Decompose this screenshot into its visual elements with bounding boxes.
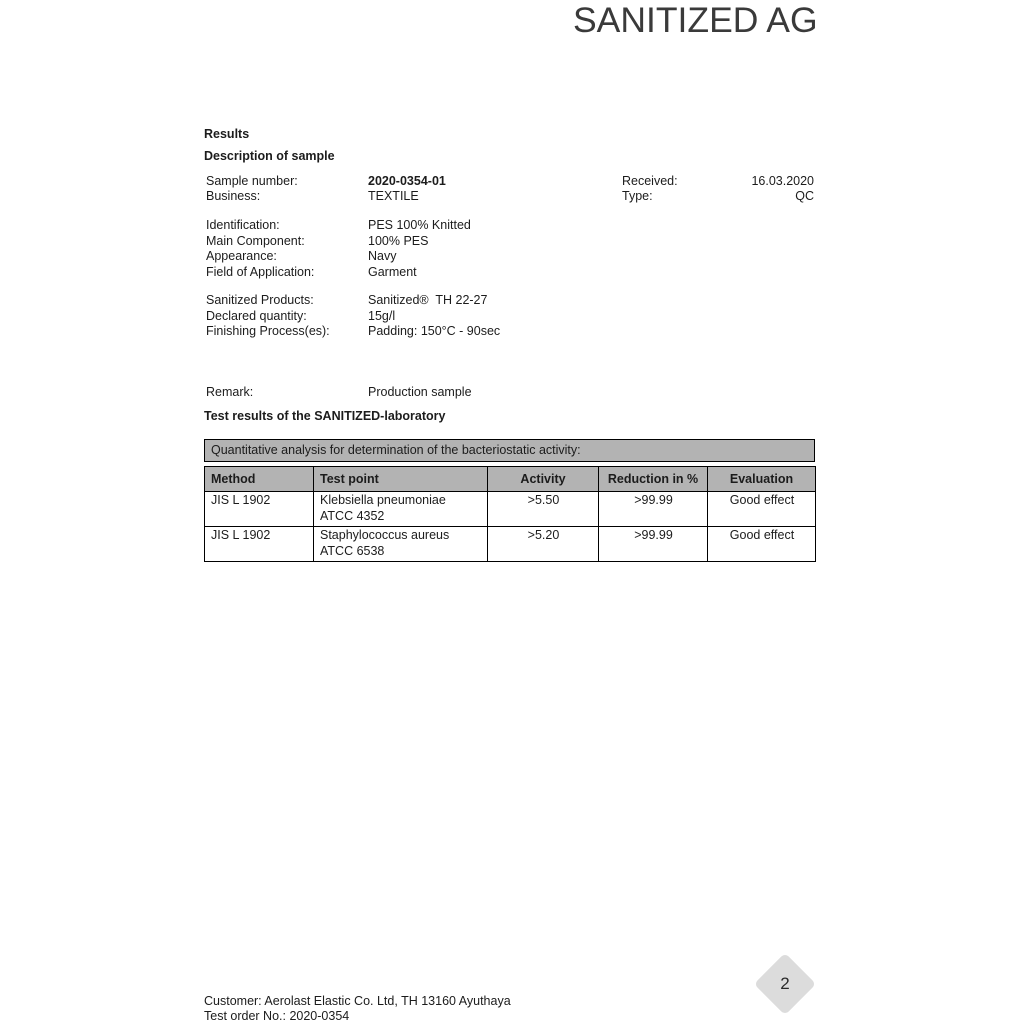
evaluation-cell: Good effect — [708, 527, 816, 562]
table-row — [205, 492, 816, 527]
remark-value: Production sample — [368, 385, 472, 399]
results-heading: Results — [204, 127, 250, 141]
col-header-evaluation: Evaluation — [708, 467, 816, 492]
organism-name: Klebsiella pneumoniae — [320, 493, 446, 507]
main-component-row — [0, 234, 1024, 250]
field-of-application-value: Garment — [368, 264, 417, 279]
type-label: Type: — [622, 189, 653, 203]
field-of-application-row — [0, 265, 1024, 281]
test-results-heading: Test results of the SANITIZED-laboratory — [204, 409, 446, 423]
test-point-cell — [314, 527, 488, 562]
main-component-label: Main Component: — [206, 233, 305, 248]
col-header-reduction: Reduction in % — [599, 467, 708, 492]
description-of-sample-heading: Description of sample — [204, 149, 335, 163]
test-point-cell — [314, 492, 488, 527]
identification-value: PES 100% Knitted — [368, 218, 471, 232]
identification-label: Identification: — [206, 218, 280, 232]
reduction-cell: >99.99 — [599, 527, 708, 562]
col-header-activity: Activity — [488, 467, 599, 492]
method-cell: JIS L 1902 — [205, 527, 314, 562]
method-cell: JIS L 1902 — [205, 492, 314, 527]
declared-quantity-value: 15g/l — [368, 308, 396, 323]
received-label: Received: — [622, 173, 678, 188]
strain-id: ATCC 4352 — [320, 508, 385, 523]
type-value: QC — [795, 189, 814, 203]
remark-label: Remark: — [206, 385, 254, 399]
appearance-row — [0, 249, 1024, 265]
business-label: Business: — [206, 189, 261, 203]
organism-name: Staphylococcus aureus — [320, 528, 450, 542]
main-component-value: 100% PES — [368, 233, 429, 248]
identification-row — [0, 218, 1024, 234]
reduction-cell: >99.99 — [599, 492, 708, 527]
sanitized-products-value: Sanitized® TH 22-27 — [368, 293, 488, 307]
company-title: SANITIZED AG — [573, 0, 818, 40]
declared-quantity-label: Declared quantity: — [206, 308, 307, 323]
sample-number-value: 2020-0354-01 — [368, 173, 446, 188]
finishing-process-label: Finishing Process(es): — [206, 324, 330, 338]
business-value: TEXTILE — [368, 189, 419, 203]
results-table — [204, 466, 816, 562]
sample-number-row — [0, 174, 1024, 190]
strain-id: ATCC 6538 — [320, 543, 385, 558]
footer-test-order: Test order No.: 2020-0354 — [204, 1008, 350, 1023]
finishing-process-row — [0, 324, 1024, 340]
declared-quantity-row — [0, 309, 1024, 325]
activity-cell: >5.50 — [488, 492, 599, 527]
appearance-value: Navy — [368, 249, 397, 263]
table-header-row — [205, 467, 816, 492]
remark-row — [0, 385, 1024, 401]
appearance-label: Appearance: — [206, 249, 277, 263]
activity-cell: >5.20 — [488, 527, 599, 562]
page-number-marker — [754, 953, 816, 1015]
evaluation-cell: Good effect — [708, 492, 816, 527]
table-caption: Quantitative analysis for determination of the bacteriostatic activity: — [204, 439, 815, 462]
footer-customer: Customer: Aerolast Elastic Co. Ltd, TH 13160 Ayuthaya — [204, 993, 511, 1008]
table-row — [205, 527, 816, 562]
sanitized-products-row — [0, 293, 1024, 309]
sanitized-products-label: Sanitized Products: — [206, 293, 314, 307]
col-header-method: Method — [205, 467, 314, 492]
page-number: 2 — [780, 974, 790, 993]
business-row — [0, 189, 1024, 205]
finishing-process-value: Padding: 150°C - 90sec — [368, 324, 501, 338]
received-value: 16.03.2020 — [751, 173, 814, 188]
sample-number-label: Sample number: — [206, 173, 298, 188]
field-of-application-label: Field of Application: — [206, 264, 315, 279]
col-header-test-point: Test point — [314, 467, 488, 492]
